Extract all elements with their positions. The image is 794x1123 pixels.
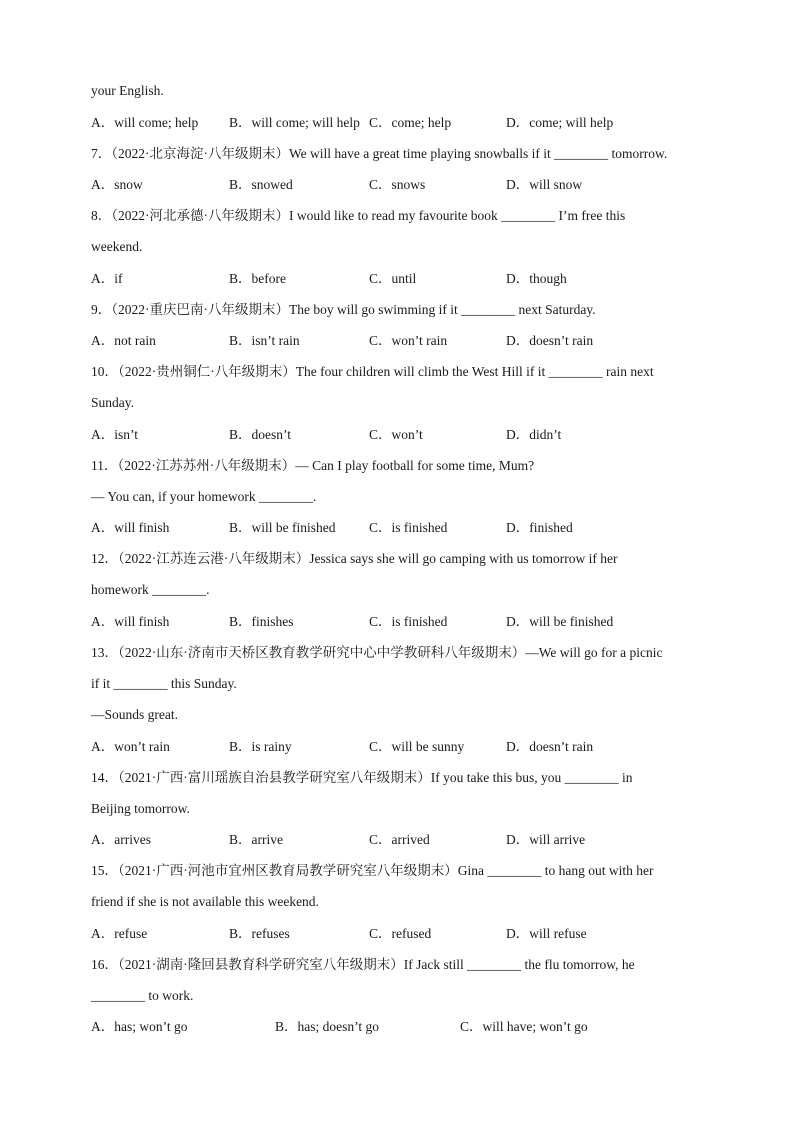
question-7: 7．（2022·北京海淀·八年级期末）We will have a great time playing snowballs if it ________ tomorrow. (91, 146, 668, 161)
question-13: 13．（2022·山东·济南市天桥区教育教学研究中心中学教研科八年级期末）—We will go for a picnic (91, 645, 663, 660)
options-row-q6 (91, 114, 711, 132)
question-14-cont: Beijing tomorrow. (91, 801, 190, 816)
options-row-q14 (91, 831, 711, 849)
options-row-q8 (91, 270, 711, 288)
option-a: A．will finish (91, 614, 170, 629)
option-d: D．finished (506, 520, 573, 535)
question-14: 14．（2021·广西·富川瑶族自治县教学研究室八年级期末）If you take this bus, you ________ in (91, 770, 633, 785)
question-13-reply: —Sounds great. (91, 707, 178, 722)
option-a: A．arrives (91, 832, 151, 847)
option-c: C．refused (369, 926, 432, 941)
options-row-q11 (91, 519, 711, 537)
question-8-cont: weekend. (91, 239, 143, 254)
option-c: C．won’t (369, 427, 423, 442)
question-11-cont: — You can, if your homework ________. (91, 489, 317, 504)
option-b: B．arrive (229, 832, 283, 847)
option-a: A．refuse (91, 926, 148, 941)
question-10: 10．（2022·贵州铜仁·八年级期末）The four children will climb the West Hill if it ________ rain next (91, 364, 654, 379)
option-a: A．will come; help (91, 115, 199, 130)
question-8: 8．（2022·河北承德·八年级期末）I would like to read my favourite book ________ I’m free this (91, 208, 626, 223)
option-d: D．come; will help (506, 115, 614, 130)
option-a: A．isn’t (91, 427, 139, 442)
option-d: D．didn’t (506, 427, 562, 442)
option-d: D．doesn’t rain (506, 739, 594, 754)
question-16-cont: ________ to work. (91, 988, 194, 1003)
options-row-q12 (91, 613, 711, 631)
option-a: A．snow (91, 177, 143, 192)
options-row-q13 (91, 738, 711, 756)
option-b: B．will be finished (229, 520, 336, 535)
option-c: C．come; help (369, 115, 452, 130)
question-15-cont: friend if she is not available this weekend. (91, 894, 319, 909)
options-row-q10 (91, 426, 711, 444)
option-d: D．doesn’t rain (506, 333, 594, 348)
option-b: B．isn’t rain (229, 333, 300, 348)
option-d: D．will refuse (506, 926, 587, 941)
text-line: your English. (91, 83, 164, 98)
option-c: C．snows (369, 177, 426, 192)
option-c: C．will have; won’t go (460, 1019, 588, 1034)
question-10-cont: Sunday. (91, 395, 134, 410)
option-b: B．has; doesn’t go (275, 1019, 379, 1034)
option-c: C．until (369, 271, 417, 286)
question-9: 9．（2022·重庆巴南·八年级期末）The boy will go swimming if it ________ next Saturday. (91, 302, 596, 317)
option-b: B．before (229, 271, 286, 286)
option-c: C．won’t rain (369, 333, 448, 348)
question-11: 11．（2022·江苏苏州·八年级期末）— Can I play football for some time, Mum? (91, 458, 535, 473)
option-b: B．refuses (229, 926, 290, 941)
option-d: D．will snow (506, 177, 583, 192)
option-b: B．finishes (229, 614, 294, 629)
option-d: D．though (506, 271, 567, 286)
option-a: A．has; won’t go (91, 1019, 188, 1034)
option-c: C．is finished (369, 614, 448, 629)
option-b: B．will come; will help (229, 115, 360, 130)
option-a: A．if (91, 271, 123, 286)
option-b: B．snowed (229, 177, 293, 192)
option-a: A．won’t rain (91, 739, 170, 754)
question-15: 15．（2021·广西·河池市宜州区教育局教学研究室八年级期末）Gina ________ to hang out with her (91, 863, 654, 878)
option-a: A．will finish (91, 520, 170, 535)
option-d: D．will be finished (506, 614, 614, 629)
options-row-q7 (91, 176, 711, 194)
option-c: C．will be sunny (369, 739, 465, 754)
options-row-q16 (91, 1018, 711, 1036)
option-d: D．will arrive (506, 832, 586, 847)
option-b: B．is rainy (229, 739, 292, 754)
option-c: C．is finished (369, 520, 448, 535)
question-16: 16．（2021·湖南·隆回县教育科学研究室八年级期末）If Jack still ________ the flu tomorrow, he (91, 957, 635, 972)
question-13-cont: if it ________ this Sunday. (91, 676, 237, 691)
option-a: A．not rain (91, 333, 156, 348)
option-c: C．arrived (369, 832, 430, 847)
options-row-q9 (91, 332, 711, 350)
option-b: B．doesn’t (229, 427, 292, 442)
question-12: 12．（2022·江苏连云港·八年级期末）Jessica says she will go camping with us tomorrow if her (91, 551, 618, 566)
question-12-cont: homework ________. (91, 582, 210, 597)
options-row-q15 (91, 925, 711, 943)
